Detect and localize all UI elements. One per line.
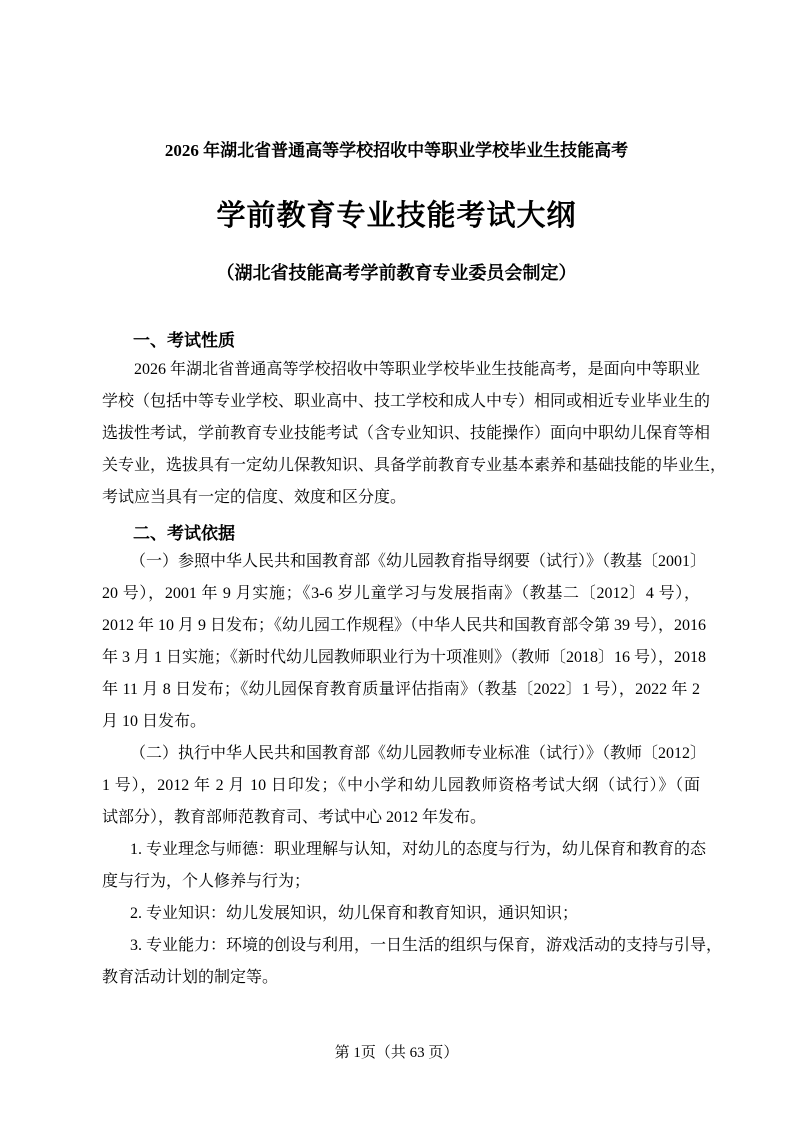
paragraph-line: 度与行为，个人修养与行为； <box>102 873 311 890</box>
paragraph-line: 2026 年湖北省普通高等学校招收中等职业学校毕业生技能高考，是面向中等职业 <box>134 361 700 378</box>
paragraph-line: 选拔性考试，学前教育专业技能考试（含专业知识、技能操作）面向中职幼儿保育等相 <box>102 425 711 442</box>
paragraph-line: 年 11 月 8 日发布；《幼儿园保育教育质量评估指南》（教基〔2022〕1 号），2022 年 2 <box>102 681 700 698</box>
page-subtitle: （湖北省技能高考学前教育专业委员会制定） <box>216 263 577 283</box>
paragraph-line: 年 3 月 1 日实施；《新时代幼儿园教师职业行为十项准则》（教师〔2018〕16 号），2018 <box>102 649 707 666</box>
paragraph-line: 试部分），教育部师范教育司、考试中心 2012 年发布。 <box>102 809 487 826</box>
exam-header-line: 2026 年湖北省普通高等学校招收中等职业学校毕业生技能高考 <box>164 141 629 160</box>
paragraph-line: 学校（包括中等专业学校、职业高中、技工学校和成人中专）相同或相近专业毕业生的 <box>102 393 711 410</box>
paragraph-line: （二）执行中华人民共和国教育部《幼儿园教师专业标准（试行）》（教师〔2012〕 <box>130 745 707 762</box>
paragraph-line: 关专业，选拔具有一定幼儿保教知识、具备学前教育专业基本素养和基础技能的毕业生， <box>102 457 727 474</box>
paragraph-line: 月 10 日发布。 <box>102 713 207 730</box>
section-heading: 一、考试性质 <box>133 331 235 350</box>
paragraph-line: （一）参照中华人民共和国教育部《幼儿园教育指导纲要（试行）》（教基〔2001〕 <box>130 553 707 570</box>
paragraph-line: 2. 专业知识：幼儿发展知识，幼儿保育和教育知识，通识知识； <box>130 905 579 922</box>
paragraph-line: 1 号），2012 年 2 月 10 日印发；《中小学和幼儿园教师资格考试大纲（试行）》（面 <box>102 777 700 794</box>
paragraph-line: 教育活动计划的制定等。 <box>102 969 279 986</box>
paragraph-line: 3. 专业能力：环境的创设与利用，一日生活的组织与保育，游戏活动的支持与引导， <box>130 937 723 954</box>
paragraph-line: 2012 年 10 月 9 日发布；《幼儿园工作规程》（中华人民共和国教育部令第 39 号），2016 <box>102 617 707 634</box>
paragraph-line: 20 号），2001 年 9 月实施；《3-6 岁儿童学习与发展指南》（教基二〔2012〕4 号）， <box>102 585 700 602</box>
paragraph-line: 1. 专业理念与师德：职业理解与认知，对幼儿的态度与行为，幼儿保育和教育的态 <box>130 841 707 858</box>
paragraph-line: 考试应当具有一定的信度、效度和区分度。 <box>102 489 407 506</box>
page-title: 学前教育专业技能考试大纲 <box>216 200 577 232</box>
section-heading: 二、考试依据 <box>133 524 235 543</box>
page-number: 第 1页（共 63 页） <box>334 1045 459 1061</box>
